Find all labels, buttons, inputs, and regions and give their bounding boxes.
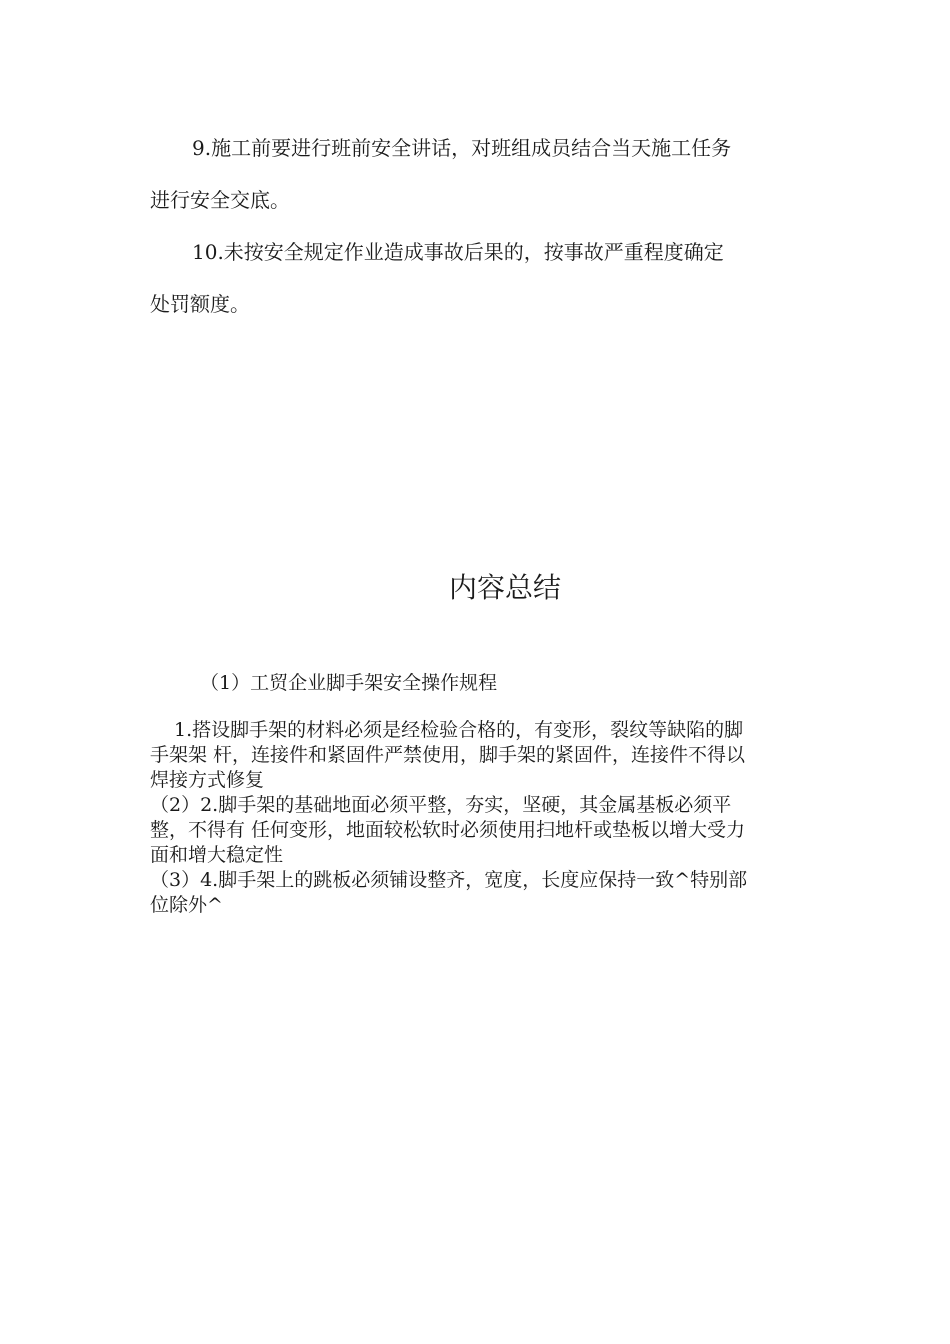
summary-line: （3）4.脚手架上的跳板必须铺设整齐，宽度，长度应保持一致^特别部	[150, 869, 748, 891]
summary-line: 位除外^	[150, 894, 223, 916]
paragraph-text: 10.未按安全规定作业造成事故后果的，按事故严重程度确定	[192, 240, 724, 264]
summary-title: 内容总结	[448, 571, 561, 604]
summary-line: 面和增大稳定性	[150, 844, 284, 866]
paragraph-line: 处罚额度。	[150, 292, 250, 316]
summary-line: 整，不得有 任何变形，地面较松软时必须使用扫地杆或垫板以增大受力	[150, 819, 746, 841]
summary-line: （2）2.脚手架的基础地面必须平整，夯实，坚硬，其金属基板必须平	[150, 794, 732, 816]
paragraph-item-9	[150, 122, 800, 226]
paragraph-line	[150, 136, 731, 160]
paragraph-line: 进行安全交底。	[150, 188, 290, 212]
summary-body	[150, 718, 810, 918]
summary-heading: （1）工贸企业脚手架安全操作规程	[200, 672, 498, 694]
summary-line: 1.搭设脚手架的材料必须是经检验合格的，有变形，裂纹等缺陷的脚	[174, 719, 744, 741]
paragraph-line	[150, 240, 724, 264]
summary-line: 焊接方式修复	[150, 769, 265, 791]
paragraph-text: 9.施工前要进行班前安全讲话，对班组成员结合当天施工任务	[192, 136, 732, 160]
paragraph-item-10	[150, 226, 800, 330]
summary-line: 手架架 杆，连接件和紧固件严禁使用，脚手架的紧固件，连接件不得以	[150, 744, 746, 766]
